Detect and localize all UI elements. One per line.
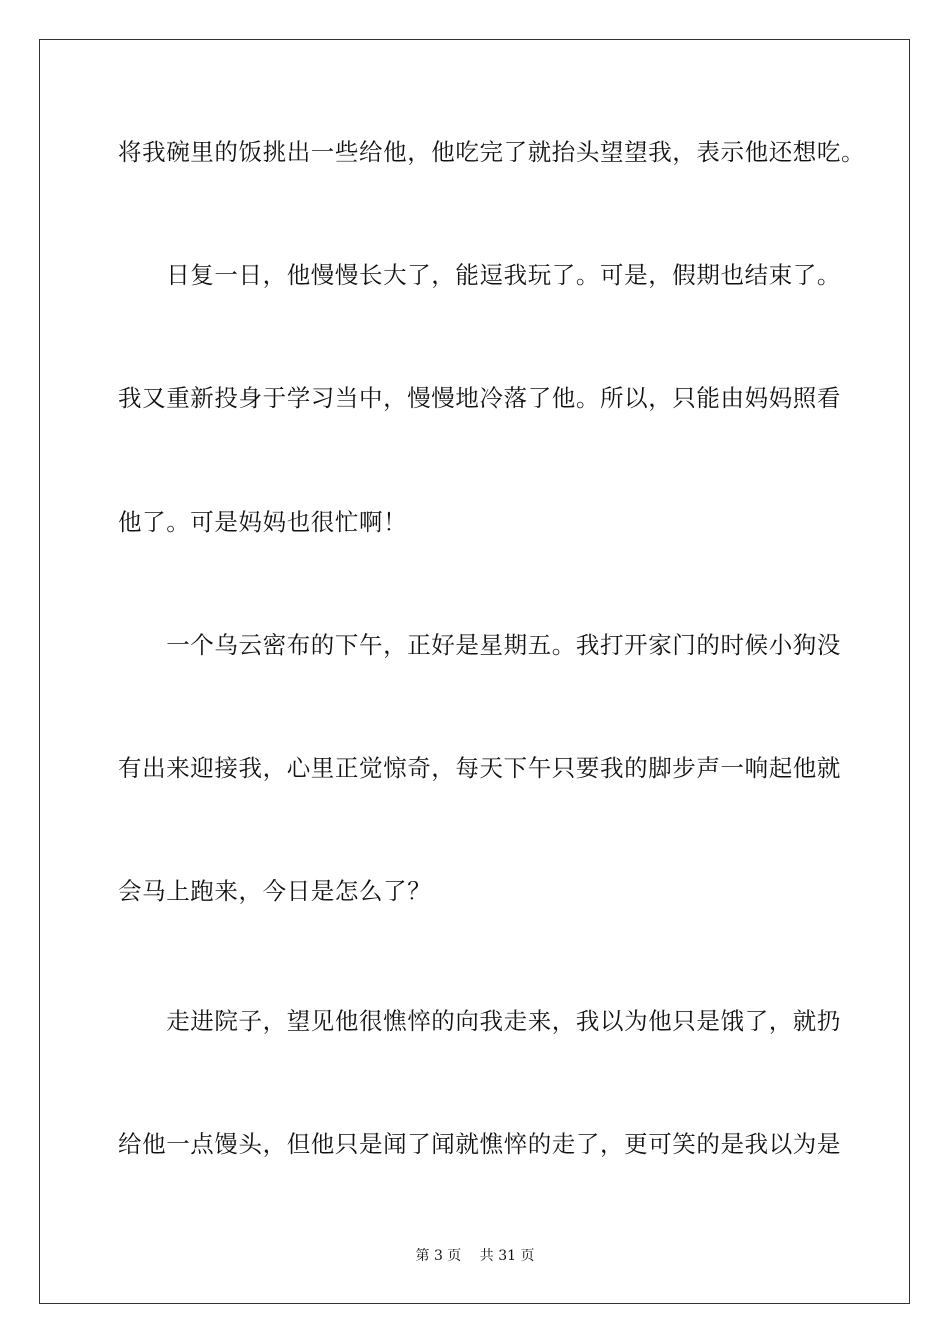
page-number-footer: 第 3 页 共 31 页 — [415, 1248, 535, 1264]
page-border — [39, 39, 910, 1304]
text-line-7: 会马上跑来，今日是怎么了？ — [118, 877, 432, 905]
text-line-8: 走进院子，望见他很憔悴的向我走来，我以为他只是饿了，就扔 — [118, 1007, 841, 1035]
text-line-4: 他了。可是妈妈也很忙啊！ — [118, 508, 408, 536]
text-line-3: 我又重新投身于学习当中，慢慢地冷落了他。所以，只能由妈妈照看 — [118, 384, 841, 412]
text-line-1: 将我碗里的饭挑出一些给他，他吃完了就抬头望望我，表示他还想吃。 — [118, 138, 866, 166]
text-line-9: 给他一点馒头，但他只是闻了闻就憔悴的走了，更可笑的是我以为是 — [118, 1130, 841, 1158]
text-line-6: 有出来迎接我，心里正觉惊奇，每天下午只要我的脚步声一响起他就 — [118, 754, 841, 782]
text-line-5: 一个乌云密布的下午，正好是星期五。我打开家门的时候小狗没 — [118, 631, 841, 659]
text-line-2: 日复一日，他慢慢长大了，能逗我玩了。可是，假期也结束了。 — [118, 261, 841, 289]
